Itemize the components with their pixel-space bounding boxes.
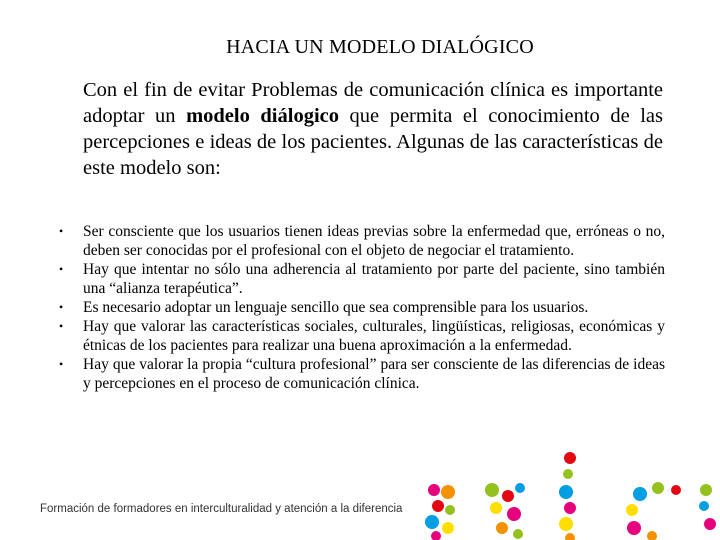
- logo-letter-2: [485, 483, 525, 539]
- bullet-text: Es necesario adoptar un lenguaje sencillo que sea comprensible para los usuarios.: [83, 299, 589, 316]
- bullet-text: Hay que valorar la propia “cultura profesional” para ser consciente de las diferencias de ideas y percepciones en el proceso de comunicación clínica.: [83, 356, 665, 392]
- bullet-icon: •: [59, 319, 64, 333]
- slide-title: HACIA UN MODELO DIALÓGICO: [226, 36, 534, 58]
- bullet-icon: •: [59, 262, 64, 276]
- bullet-item: [59, 298, 665, 317]
- bullet-item: [59, 222, 665, 260]
- footer-banner-text: Formación de formadores en interculturalidad y atención a la diferencia: [40, 503, 403, 515]
- bullet-icon: •: [59, 224, 64, 238]
- bullet-text: Hay que intentar no sólo una adherencia al tratamiento por parte del paciente, sino también una “alianza terapéutica”.: [83, 261, 665, 297]
- bullet-text: Ser consciente que los usuarios tienen ideas previas sobre la enfermedad que, erróneas o no, deben ser conocidas por el profesional con el objeto de negociar el tratamiento.: [83, 223, 665, 259]
- bullet-icon: •: [59, 300, 64, 314]
- logo-letter-3: [559, 452, 576, 540]
- intro-text-before: Con el fin de evitar Problemas de comunicación clínica es importante adoptar un: [83, 79, 663, 127]
- intro-bold-term: modelo diálogico: [186, 105, 339, 127]
- bullet-list: [59, 222, 665, 393]
- bullet-item: [59, 317, 665, 355]
- bullet-item: [59, 260, 665, 298]
- bullet-item: [59, 355, 665, 393]
- logo-letter-4: [626, 482, 716, 540]
- intro-paragraph: [83, 77, 663, 181]
- bullet-text: Hay que valorar las características sociales, culturales, lingüísticas, religiosas, económicas y étnicas de los pacientes para realizar una buena aproximación a la enfermedad.: [83, 318, 665, 354]
- logo-letter-1: [425, 484, 455, 540]
- colorful-dotted-letters-logo-icon: [420, 440, 720, 540]
- intro-text-after: que permita el conocimiento de las percepciones e ideas de los pacientes. Algunas de las características de este modelo son:: [83, 105, 663, 179]
- bullet-icon: •: [59, 357, 64, 371]
